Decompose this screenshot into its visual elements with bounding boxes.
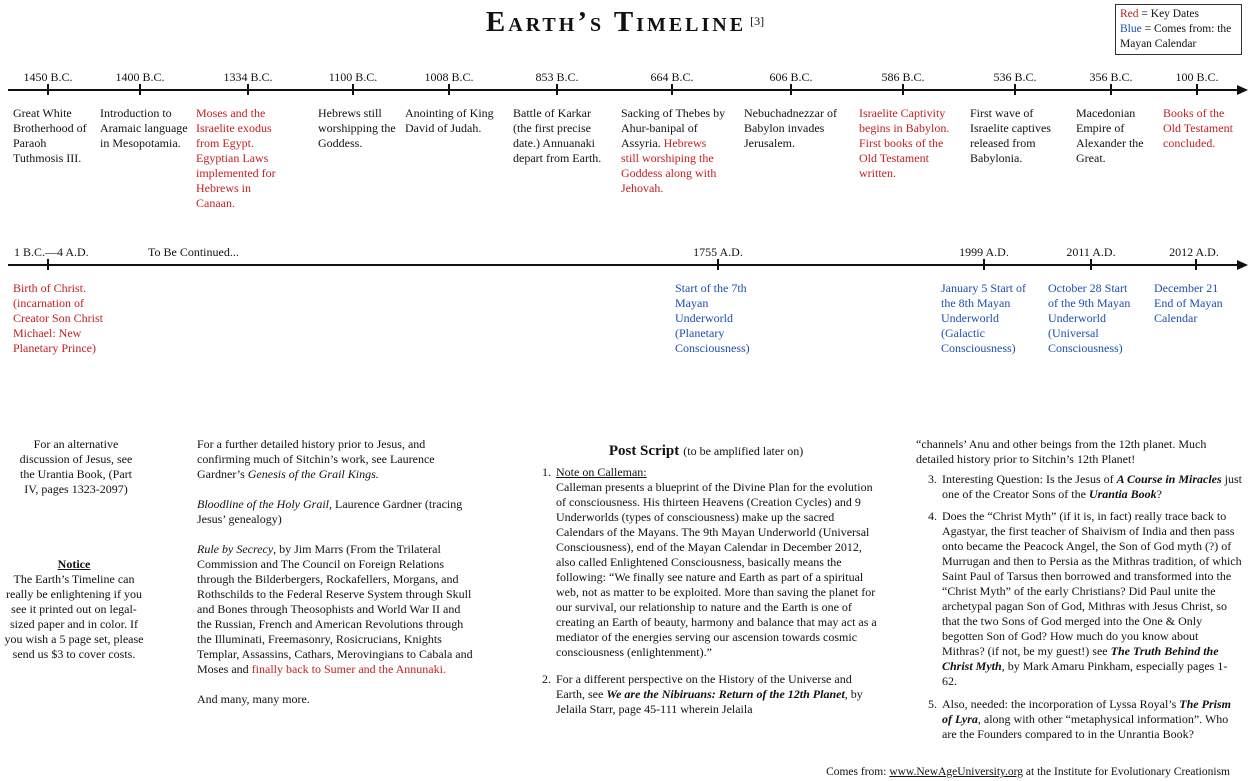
postscript-list [530,465,882,729]
postscript-item-4 [940,509,1242,689]
timeline-bc-axis [8,89,1237,91]
t1-date-1100bc: 1100 B.C. [328,70,378,84]
item5-text-end: , along with other “metaphysical information”. Who are the Founders compared to in the Unrantia Book? [942,712,1229,741]
t1-event-1400bc: Introduction to Aramaic language in Mesopotamia. [100,106,188,150]
t2-to-be-continued: To Be Continued... [148,245,239,259]
t1-tick [790,84,792,95]
t2-tick [983,259,985,270]
t2-date-1999ad: 1999 A.D. [959,245,1009,259]
postscript-continued [916,437,1242,754]
item3-text-end: ? [1156,487,1162,501]
t1-event-664bc-black: Sacking of Thebes by Ahur-banipal of Assyria. [621,106,726,150]
item2-text-end: , by Jelaila Starr, page 45-111 wherein Jelaila [556,687,863,716]
t1-event-1334bc: Moses and the Israelite exodus from Egypt. Egyptian Laws implemented for Hebrews in Canaan. [196,106,276,210]
legend-blue-text: = Comes from: the Mayan Calendar [1120,23,1232,50]
postscript-item-1 [554,465,882,660]
t2-tick [1195,259,1197,270]
postscript-subtitle: (to be amplified later on) [683,444,804,458]
t1-tick [1014,84,1016,95]
t1-tick [1196,84,1198,95]
t1-event-664bc-red: Hebrews still worshiping the Goddess along with Jehovah. [621,136,717,195]
t1-event-100bc: Books of the Old Testament concluded. [1163,106,1233,150]
t1-date-356bc: 356 B.C. [1089,70,1133,84]
t1-event-1450bc: Great White Brotherhood of Paraoh Tuthmosis III. [13,106,87,165]
t2-date-birth: 1 B.C.—4 A.D. [14,245,89,259]
footer-suffix: at the Institute for Evolutionary Creationism [1023,766,1230,778]
t2-date-2011ad: 2011 A.D. [1066,245,1116,259]
t2-event-2012ad: December 21 End of Mayan Calendar [1154,281,1223,325]
t1-tick [47,84,49,95]
t1-tick [448,84,450,95]
t1-event-664bc [621,106,727,196]
t1-event-1008bc: Anointing of King David of Judah. [405,106,494,135]
item1-body: Calleman presents a blueprint of the Divine Plan for the evolution of consciousness. His thirteen Heavens (Creation Cycles) and 9 Underworlds (types of consciousness) make up the sacred Calendars of the Mayans. The 9th Mayan Underworld (Universal Consciousness), end of the Mayan Calendar in December 2012, also called Enlightened Consciousness, basically means the following: “We finally see nature and Earth as part of a spiritual web, not as matter to be exploited. More than saving the planet for our survival, our relationship to nature and the Earth is one of creating an Earth of beauty, harmony and balance that may act as a mediator of the energies serving our ascension towards cosmic consciousness (enlightenment).” [556,480,877,659]
t1-tick [247,84,249,95]
timeline-bc-arrow-icon [1237,85,1248,95]
p2-book-title: Bloodline of the Holy Grail [197,497,329,511]
legend-red-text: = Key Dates [1138,8,1199,20]
p1-text: For a further detailed history prior to Jesus, and confirming much of Sitchin’s work, see Laurence Gardner’s [197,437,435,481]
t1-date-536bc: 536 B.C. [993,70,1037,84]
notice-text: The Earth’s Timeline can really be enlightening if you see it printed out on legal-sized paper and in color. If you wish a 5 page set, please send us $3 to cover costs. [4,572,144,661]
t1-date-853bc: 853 B.C. [535,70,579,84]
alternative-discussion-note: For an alternative discussion of Jesus, see the Urantia Book, (Part IV, pages 1323-2097) [19,437,133,496]
further-reading-p1 [197,437,475,482]
postscript-item-2 [554,672,882,717]
p2-text: , Laurence Gardner (tracing Jesus’ genealogy) [197,497,463,526]
t1-tick [556,84,558,95]
postscript-item-5 [940,697,1242,742]
t1-event-853bc: Battle of Karkar (the first precise date.) Annuanaki depart from Earth. [513,106,602,165]
t2-date-2012ad: 2012 A.D. [1169,245,1219,259]
t1-date-1400bc: 1400 B.C. [115,70,165,84]
source-link[interactable]: www.NewAgeUniversity.org [889,766,1024,778]
p3-text: , by Jim Marrs (From the Trilateral Commission and The Council on Foreign Relations through the Bilderbergers, Rockafellers, Morgans, and Rothschilds to the Federal Reserve System through Skull and Bones through Theosophists and World War II and the Russian, French and American Revolutions through the Illuminati, Freemasonry, Rosicrucians, Knights Templar, Assassins, Cathars, Merovingians to Cabala and Moses and [197,542,473,676]
t2-tick [1090,259,1092,270]
item3-book-1: A Course in Miracles [1116,472,1222,486]
further-reading-p4: And many, many more. [197,692,310,706]
t1-date-1008bc: 1008 B.C. [424,70,474,84]
t1-date-1334bc: 1334 B.C. [223,70,273,84]
t2-event-2011ad: October 28 Start of the 9th Mayan Underworld (Universal Consciousness) [1048,281,1131,355]
page-title [0,6,1250,39]
p3-book-title: Rule by Secrecy [197,542,274,556]
further-reading-column [197,437,475,722]
t2-event-birth: Birth of Christ. (incarnation of Creator Son Christ Michael: New Planetary Prince) [13,281,103,355]
t1-event-1100bc: Hebrews still worshipping the Goddess. [318,106,396,150]
t1-date-606bc: 606 B.C. [769,70,813,84]
t1-tick [139,84,141,95]
item3-text: Interesting Question: Is the Jesus of [942,472,1117,486]
further-reading-p2 [197,497,475,527]
t1-date-664bc: 664 B.C. [650,70,694,84]
t1-tick [671,84,673,95]
t1-event-356bc: Macedonian Empire of Alexander the Great. [1076,106,1144,165]
further-reading-p3 [197,542,475,677]
notice-box [4,557,144,662]
t1-event-536bc: First wave of Israelite captives released from Babylonia. [970,106,1051,165]
postscript-heading [530,442,882,460]
item2-continuation: “channels’ Anu and other beings from the 12th planet. Much detailed history prior to Sitchin’s 12th Planet! [916,437,1207,466]
legend-red-word: Red [1120,8,1139,20]
t2-date-1755ad: 1755 A.D. [693,245,743,259]
item5-text: Also, needed: the incorporation of Lyssa Royal’s [942,697,1180,711]
source-footer [826,766,1230,778]
t2-event-1999ad: January 5 Start of the 8th Mayan Underworld (Galactic Consciousness) [941,281,1026,355]
timeline-ad-arrow-icon [1237,260,1248,270]
t1-date-586bc: 586 B.C. [881,70,925,84]
title-reference: [3] [750,14,765,28]
item1-heading: Note on Calleman: [556,465,647,479]
p3-red-text: finally back to Sumer and the Annunaki. [251,662,446,676]
postscript-title: Post Script [608,443,680,459]
notice-title: Notice [57,557,91,571]
item3-book-2: Urantia Book [1088,487,1157,501]
item4-text-end: , by Mark Amaru Pinkham, especially pages 1-62. [942,659,1228,688]
item2-book-title: We are the Nibiruans: Return of the 12th Planet [606,687,845,701]
t1-tick [902,84,904,95]
title-text: Earth’s Timeline [485,6,747,38]
t2-tick [47,259,49,270]
t1-event-586bc: Israelite Captivity begins in Babylon. First books of the Old Testament written. [859,106,950,180]
legend-blue-word: Blue [1120,23,1142,35]
t1-tick [352,84,354,95]
t2-tick [717,259,719,270]
color-legend [1115,4,1242,55]
t1-tick [1110,84,1112,95]
item4-text: Does the “Christ Myth” (if it is, in fact) really trace back to Agastyar, the first teacher of Shaivism of India and then pass onto became the Peacock Angel, the Son of God myth (?) of Murrugan and then to Persia as the Mithras tradition, of which Saint Paul of Tarsus then borrowed and transformed into the “Christ Myth” of the early Christians? Did Paul unite the archetypal pagan Son of God, Mithras with Jesus Christ, so that the two Sons of God merged into the One & Only begotten Son of God? How much do you know about Mithras? (if not, be my guest!) see [942,509,1242,658]
item2-text: For a different perspective on the History of the Universe and Earth, see [556,672,852,701]
timeline-ad-axis [8,264,1237,266]
t1-date-1450bc: 1450 B.C. [23,70,73,84]
p1-book-title: Genesis of the Grail Kings. [247,467,379,481]
item5-book-title: The Prism of Lyra [942,697,1231,726]
t1-event-606bc: Nebuchadnezzar of Babylon invades Jerusalem. [744,106,837,150]
footer-prefix: Comes from: [826,766,890,778]
postscript-item-3 [940,472,1242,502]
item4-book-title: The Truth Behind the Christ Myth [942,644,1219,673]
item3-text-2: just one of the Creator Sons of the [942,472,1243,501]
t2-event-1755ad: Start of the 7th Mayan Underworld (Planetary Consciousness) [675,281,750,355]
t1-date-100bc: 100 B.C. [1175,70,1219,84]
